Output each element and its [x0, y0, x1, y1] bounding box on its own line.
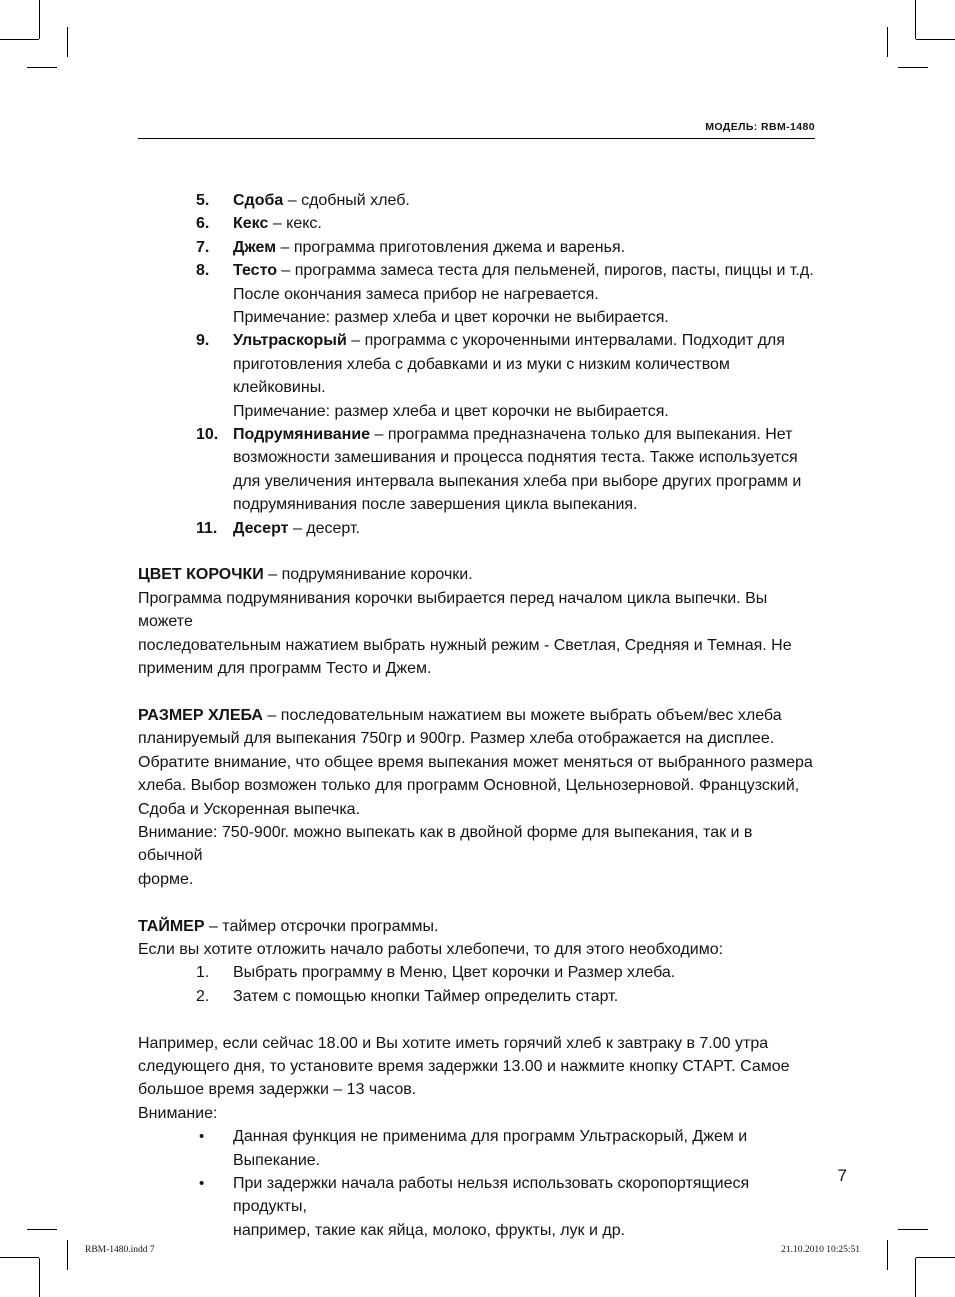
crop-mark — [67, 27, 68, 57]
program-desc: – программа замеса теста для пельменей, пирогов, пасты, пиццы и т.д. — [281, 262, 814, 280]
item-number: 6. — [196, 215, 210, 233]
list-item — [138, 985, 818, 1008]
program-desc-line: После окончания замеса прибор не нагревается. — [233, 285, 599, 303]
list-item — [138, 1125, 818, 1172]
section-text: – последовательным нажатием вы можете выбрать объем/вес хлеба — [267, 706, 782, 724]
crop-mark — [39, 1258, 40, 1297]
note-text: При задержки начала работы нельзя использовать скоропортящиеся продукты, — [233, 1175, 750, 1216]
program-desc-line: приготовления хлеба с добавками и из муки с низким количеством клейковины. — [233, 355, 730, 397]
bullet-icon: • — [199, 1175, 205, 1192]
program-name: Подрумянивание — [233, 426, 371, 444]
crop-mark — [898, 67, 928, 68]
program-desc: – программа предназначена только для выпекания. Нет — [374, 426, 793, 444]
crop-mark — [27, 1229, 57, 1230]
item-number: 11. — [196, 519, 218, 537]
step-text: Выбрать программу в Меню, Цвет корочки и Размер хлеба. — [233, 964, 676, 982]
section-text: хлеба. Выбор возможен только для программ Основной, Цельнозерновой. Французский, — [138, 777, 800, 795]
note-text: Выпекание. — [233, 1151, 321, 1169]
list-item — [138, 189, 818, 212]
list-item — [138, 212, 818, 235]
program-note: Примечание: размер хлеба и цвет корочки не выбирается. — [233, 402, 669, 420]
footer-datetime: 21.10.2010 10:25:51 — [781, 1245, 860, 1255]
program-desc: – программа приготовления джема и варенья. — [280, 238, 626, 256]
section-note: форме. — [138, 870, 194, 888]
model-header: МОДЕЛЬ: RBM-1480 — [705, 121, 815, 133]
section-note: Внимание: 750-900г. можно выпекать как в двойной форме для выпекания, так и в обычной — [138, 823, 753, 865]
example-text: следующего дня, то установите время задержки 13.00 и нажмите кнопку СТАРТ. Самое — [138, 1057, 790, 1075]
item-number: 7. — [196, 238, 210, 256]
item-number: 9. — [196, 332, 210, 350]
footer-filename: RBM-1480.indd 7 — [85, 1245, 155, 1255]
page-content — [138, 189, 818, 1242]
note-text: Данная функция не применима для программ Ультраскорый, Джем и — [233, 1128, 748, 1146]
program-desc: – десерт. — [292, 519, 360, 537]
program-desc-line: подрумянивания после завершения цикла выпекания. — [233, 496, 638, 514]
program-name: Джем — [233, 238, 277, 256]
section-heading: РАЗМЕР ХЛЕБА — [138, 706, 263, 724]
crop-mark — [887, 27, 888, 57]
header-rule — [138, 138, 815, 139]
step-number: 2. — [196, 987, 210, 1005]
crop-mark — [0, 1257, 39, 1258]
crop-mark — [915, 1258, 916, 1297]
section-text: планируемый для выпекания 750гр и 900гр. Размер хлеба отображается на дисплее. — [138, 730, 775, 748]
list-item — [138, 236, 818, 259]
section-text: последовательным нажатием выбрать нужный режим - Светлая, Средняя и Темная. Не — [138, 636, 792, 654]
section-heading: ЦВЕТ КОРОЧКИ — [138, 566, 264, 584]
list-item — [138, 961, 818, 984]
section-text: применим для программ Тесто и Джем. — [138, 660, 432, 678]
crop-mark — [916, 1257, 955, 1258]
size-section — [138, 704, 818, 891]
list-item — [138, 329, 818, 423]
list-item — [138, 423, 818, 517]
crop-mark — [915, 0, 916, 39]
section-text: Если вы хотите отложить начало работы хлебопечи, то для этого необходимо: — [138, 940, 724, 958]
attention-label: Внимание: — [138, 1104, 218, 1122]
list-item — [138, 1172, 818, 1242]
section-text: Программа подрумянивания корочки выбирается перед началом цикла выпечки. Вы можете — [138, 589, 768, 631]
timer-section — [138, 915, 818, 1243]
item-number: 8. — [196, 262, 210, 280]
program-desc-line: для увеличения интервала выпекания хлеба при выборе других программ и — [233, 472, 802, 490]
crop-mark — [27, 67, 57, 68]
program-name: Десерт — [233, 519, 289, 537]
step-number: 1. — [196, 964, 210, 982]
page-number: 7 — [837, 1166, 847, 1185]
example-text: большое время задержки – 13 часов. — [138, 1081, 417, 1099]
program-list — [138, 189, 818, 540]
section-text: Обратите внимание, что общее время выпекания может меняться от выбранного размера — [138, 753, 813, 771]
note-text: например, такие как яйца, молоко, фрукты, лук и др. — [233, 1221, 626, 1239]
crop-mark — [39, 0, 40, 39]
example-text: Например, если сейчас 18.00 и Вы хотите иметь горячий хлеб к завтраку в 7.00 утра — [138, 1034, 769, 1052]
crust-section — [138, 563, 818, 680]
program-desc: – кекс. — [272, 215, 322, 233]
crop-mark — [898, 1229, 928, 1230]
crop-mark — [887, 1240, 888, 1270]
section-text: – таймер отсрочки программы. — [208, 917, 439, 935]
crop-mark — [67, 1240, 68, 1270]
program-name: Кекс — [233, 215, 269, 233]
program-note: Примечание: размер хлеба и цвет корочки не выбирается. — [233, 309, 669, 327]
program-name: Тесто — [233, 262, 277, 280]
step-text: Затем с помощью кнопки Таймер определить старт. — [233, 987, 619, 1005]
program-name: Ультраскорый — [233, 332, 347, 350]
item-number: 10. — [196, 426, 219, 444]
program-name: Сдоба — [233, 192, 284, 209]
section-text: Сдоба и Ускоренная выпечка. — [138, 800, 361, 818]
list-item — [138, 517, 818, 540]
crop-mark — [0, 39, 39, 40]
program-desc-line: возможности замешивания и процесса поднятия теста. Также используется — [233, 449, 798, 467]
section-text: – подрумянивание корочки. — [268, 566, 473, 584]
list-item — [138, 259, 818, 329]
program-desc: – программа с укороченными интервалами. Подходит для — [351, 332, 785, 350]
program-desc: – сдобный хлеб. — [287, 192, 410, 209]
item-number: 5. — [196, 192, 210, 209]
bullet-icon: • — [199, 1128, 205, 1146]
section-heading: ТАЙМЕР — [138, 917, 205, 935]
crop-mark — [916, 39, 955, 40]
